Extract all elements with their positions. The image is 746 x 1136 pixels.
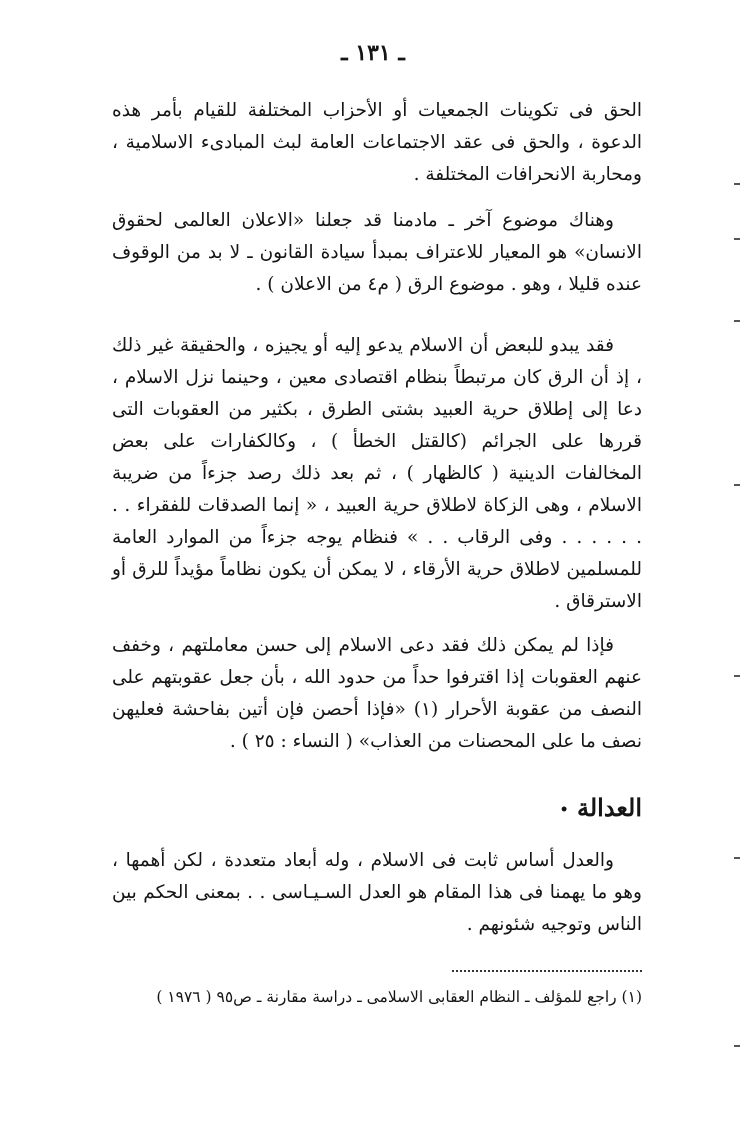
paragraph-2: [112, 205, 642, 301]
paragraph-4: [112, 630, 642, 758]
paragraph-text: فإذا لم يمكن ذلك فقد دعى الاسلام إلى حسن معاملتهم ، وخفف عنهم العقوبات إذا اقترفوا حداً من حدود الله ، بأن جعل عقوبتهم على النصف من عقوبة الأحرار (١) «فإذا أحصن فإن أتين بفاحشة فعليهن نصف ما على المحصنات من العذاب» ( النساء : ٢٥ ) .: [112, 635, 642, 752]
section-heading: [112, 793, 642, 822]
paragraph-text: فقد يبدو للبعض أن الاسلام يدعو إليه أو يجيزه ، والحقيقة غير ذلك ، إذ أن الرق كان مرتبطاً بنظام اقتصادى معين ، وحينما نزل الاسلام ، دعا إلى إطلاق حرية العبيد بشتى الطرق ، بكثير من العقوبات التى قررها على الجرائم (كالقتل الخطأ ) ، وكالكفارات على بعض المخالفات الدينية ( كالظهار ) ، ثم بعد ذلك رصد جزءاً من ضريبة الاسلام ، وهى الزكاة لاطلاق حرية العبيد ، « إنما الصدقات للفقراء . . . . . . . . وفى الرقاب . . » فنظام يوجه جزءاً من الموارد العامة للمسلمين لاطلاق حرية الأرقاء ، لا يمكن أن يكون نظاماً مؤيداً للرق أو الاسترقاق .: [112, 335, 642, 612]
paragraph-text: والعدل أساس ثابت فى الاسلام ، وله أبعاد متعددة ، لكن أهمها ، وهو ما يهمنا فى هذا المقام هو العدل السـيـاسى . . بمعنى الحكم بين الناس وتوجيه شئونهم .: [112, 850, 642, 935]
paragraph-text: وهناك موضوع آخر ـ مادمنا قد جعلنا «الاعلان العالمى لحقوق الانسان» هو المعيار للاعتراف بمبدأ سيادة القانون ـ لا بد من الوقوف عنده قليلا ، وهو . موضوع الرق ( م٤ من الاعلان ) .: [112, 210, 642, 295]
margin-mark: [734, 320, 740, 322]
section-paragraph: [112, 845, 642, 941]
margin-mark: [734, 675, 740, 677]
paragraph-text: الحق فى تكوينات الجمعيات أو الأحزاب المختلفة للقيام بأمر هذه الدعوة ، والحق فى عقد الاجتماعات العامة لبث المبادىء الاسلامية ، ومحاربة الانحرافات المختلفة .: [112, 100, 642, 185]
margin-mark: [734, 484, 740, 486]
footnote: (١) راجع للمؤلف ـ النظام العقابى الاسلامى ـ دراسة مقارنة ـ ص٩٥ ( ١٩٧٦ ): [156, 988, 642, 1006]
footnote-divider: [452, 970, 642, 972]
margin-mark: [734, 183, 740, 185]
heading-text: العدالة: [576, 793, 642, 822]
page-number: ـ ١٣١ ـ: [341, 40, 405, 66]
margin-mark: [734, 1045, 740, 1047]
paragraph-3: [112, 330, 642, 618]
bullet-icon: •: [559, 801, 569, 818]
margin-mark: [734, 238, 740, 240]
margin-mark: [734, 857, 740, 859]
paragraph-1: [112, 95, 642, 191]
